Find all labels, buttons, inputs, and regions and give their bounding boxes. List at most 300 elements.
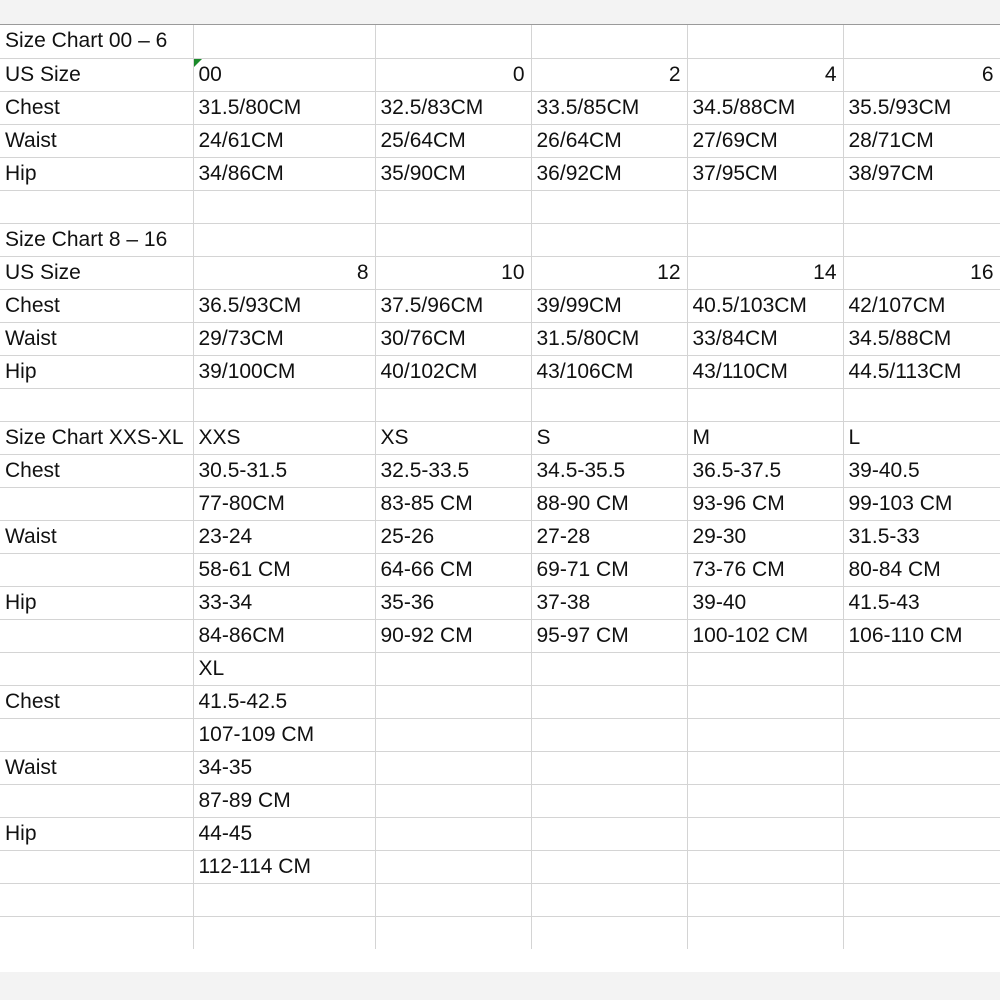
cell-text: 6 xyxy=(981,62,994,86)
cell-text: 36.5/93CM xyxy=(198,293,302,317)
cell-text: 88-90 CM xyxy=(536,491,629,515)
cell-text: 80-84 CM xyxy=(848,557,941,581)
cell-text: 25/64CM xyxy=(380,128,466,152)
grid-row xyxy=(0,25,1000,58)
cell-text: 29-30 xyxy=(692,524,747,548)
row-label-cell[interactable] xyxy=(0,223,193,256)
grid-row xyxy=(0,91,1000,124)
row-label-cell[interactable] xyxy=(0,454,193,487)
grid-cell[interactable] xyxy=(375,718,531,751)
cell-text: 38/97CM xyxy=(848,161,934,185)
grid-cell[interactable] xyxy=(531,289,687,322)
cell-text: 34/86CM xyxy=(198,161,284,185)
cell-text: XL xyxy=(198,656,225,680)
cell-text: 27/69CM xyxy=(692,128,778,152)
row-label-cell[interactable] xyxy=(0,586,193,619)
row-label-cell[interactable] xyxy=(0,421,193,454)
grid-cell[interactable] xyxy=(687,520,843,553)
cell-text: 77-80CM xyxy=(198,491,285,515)
cell-text: 84-86CM xyxy=(198,623,285,647)
grid-cell[interactable] xyxy=(687,784,843,817)
grid-cell[interactable] xyxy=(687,883,843,916)
grid-cell[interactable] xyxy=(843,685,1000,718)
grid-cell[interactable] xyxy=(843,784,1000,817)
cell-text: Size Chart 00 – 6 xyxy=(5,29,168,53)
grid-cell[interactable] xyxy=(375,685,531,718)
cell-text: 40/102CM xyxy=(380,359,478,383)
grid-row xyxy=(0,718,1000,751)
cell-text: 44-45 xyxy=(198,821,253,845)
grid-cell[interactable] xyxy=(531,883,687,916)
grid-row xyxy=(0,256,1000,289)
grid-cell[interactable] xyxy=(531,784,687,817)
cell-text: 69-71 CM xyxy=(536,557,629,581)
grid-row xyxy=(0,883,1000,916)
cell-text: Hip xyxy=(5,161,37,185)
grid-row xyxy=(0,553,1000,586)
grid-cell[interactable] xyxy=(193,718,375,751)
cell-text: Hip xyxy=(5,590,37,614)
grid-cell[interactable] xyxy=(375,487,531,520)
grid-cell[interactable] xyxy=(531,619,687,652)
grid-cell[interactable] xyxy=(531,520,687,553)
cell-text: 24/61CM xyxy=(198,128,284,152)
row-label-cell[interactable] xyxy=(0,256,193,289)
grid-cell[interactable] xyxy=(843,520,1000,553)
cell-text: 43/110CM xyxy=(692,359,788,383)
grid-cell[interactable] xyxy=(531,421,687,454)
grid-cell[interactable] xyxy=(531,25,687,58)
grid-cell[interactable] xyxy=(375,652,531,685)
cell-text: 112-114 CM xyxy=(198,854,311,878)
grid-cell[interactable] xyxy=(375,850,531,883)
cell-text: L xyxy=(848,425,861,449)
grid-cell[interactable] xyxy=(193,850,375,883)
grid-cell[interactable] xyxy=(687,388,843,421)
grid-row xyxy=(0,817,1000,850)
grid-row xyxy=(0,751,1000,784)
grid-cell[interactable] xyxy=(843,388,1000,421)
cell-text: 2 xyxy=(668,62,681,86)
row-label-cell[interactable] xyxy=(0,91,193,124)
cell-comment-marker-icon xyxy=(194,59,202,67)
grid-cell[interactable] xyxy=(375,256,531,289)
grid-cell[interactable] xyxy=(193,124,375,157)
grid-row xyxy=(0,124,1000,157)
cell-text: 44.5/113CM xyxy=(848,359,962,383)
cell-text: 107-109 CM xyxy=(198,722,315,746)
grid-cell[interactable] xyxy=(687,454,843,487)
grid-cell[interactable] xyxy=(843,586,1000,619)
row-label-cell[interactable] xyxy=(0,553,193,586)
cell-text: 36.5-37.5 xyxy=(692,458,782,482)
cell-text: Chest xyxy=(5,689,60,713)
cell-text: 30.5-31.5 xyxy=(198,458,288,482)
cell-text: 93-96 CM xyxy=(692,491,785,515)
grid-cell[interactable] xyxy=(375,916,531,949)
grid-cell[interactable] xyxy=(687,355,843,388)
grid-cell[interactable] xyxy=(843,916,1000,949)
cell-text: 90-92 CM xyxy=(380,623,473,647)
grid-cell[interactable] xyxy=(531,850,687,883)
row-label-cell[interactable] xyxy=(0,817,193,850)
cell-text: 35-36 xyxy=(380,590,435,614)
grid-row xyxy=(0,652,1000,685)
grid-cell[interactable] xyxy=(375,751,531,784)
size-chart-grid xyxy=(0,25,1000,949)
cell-text: M xyxy=(692,425,710,449)
cell-text: 29/73CM xyxy=(198,326,284,350)
cell-text: 35.5/93CM xyxy=(848,95,952,119)
grid-row xyxy=(0,289,1000,322)
grid-row xyxy=(0,190,1000,223)
grid-cell[interactable] xyxy=(375,322,531,355)
grid-row xyxy=(0,520,1000,553)
cell-text: 83-85 CM xyxy=(380,491,473,515)
grid-cell[interactable] xyxy=(843,289,1000,322)
cell-text: Hip xyxy=(5,359,37,383)
grid-cell[interactable] xyxy=(687,619,843,652)
grid-row xyxy=(0,685,1000,718)
cell-text: 37/95CM xyxy=(692,161,778,185)
cell-text: US Size xyxy=(5,62,81,86)
grid-cell[interactable] xyxy=(687,916,843,949)
cell-text: 106-110 CM xyxy=(848,623,963,647)
cell-text: 39/100CM xyxy=(198,359,296,383)
cell-text: 37-38 xyxy=(536,590,591,614)
grid-cell[interactable] xyxy=(531,190,687,223)
cell-text: Waist xyxy=(5,326,57,350)
grid-cell[interactable] xyxy=(375,91,531,124)
cell-text: 23-24 xyxy=(198,524,253,548)
cell-text: S xyxy=(536,425,551,449)
cell-text: 33/84CM xyxy=(692,326,778,350)
row-label-cell[interactable] xyxy=(0,487,193,520)
grid-cell[interactable] xyxy=(687,718,843,751)
grid-cell[interactable] xyxy=(687,58,843,91)
row-label-cell[interactable] xyxy=(0,685,193,718)
cell-text: 8 xyxy=(356,260,369,284)
grid-cell[interactable] xyxy=(193,685,375,718)
grid-row xyxy=(0,421,1000,454)
cell-text: 35/90CM xyxy=(380,161,466,185)
grid-cell[interactable] xyxy=(687,586,843,619)
grid-row xyxy=(0,355,1000,388)
grid-row xyxy=(0,850,1000,883)
cell-text: 33-34 xyxy=(198,590,253,614)
grid-cell[interactable] xyxy=(843,157,1000,190)
grid-cell[interactable] xyxy=(687,124,843,157)
grid-cell[interactable] xyxy=(687,421,843,454)
grid-cell[interactable] xyxy=(375,883,531,916)
cell-text: 31.5-33 xyxy=(848,524,920,548)
row-label-cell[interactable] xyxy=(0,388,193,421)
row-label-cell[interactable] xyxy=(0,850,193,883)
cell-text: 100-102 CM xyxy=(692,623,809,647)
grid-cell[interactable] xyxy=(375,817,531,850)
cell-text: 64-66 CM xyxy=(380,557,473,581)
grid-row xyxy=(0,388,1000,421)
cell-text: Chest xyxy=(5,95,60,119)
grid-cell[interactable] xyxy=(843,355,1000,388)
row-label-cell[interactable] xyxy=(0,916,193,949)
grid-cell[interactable] xyxy=(687,685,843,718)
cell-text: 39/99CM xyxy=(536,293,622,317)
cell-text: 87-89 CM xyxy=(198,788,291,812)
grid-cell[interactable] xyxy=(193,190,375,223)
cell-text: Size Chart XXS-XL xyxy=(5,425,184,449)
grid-cell[interactable] xyxy=(687,256,843,289)
grid-cell[interactable] xyxy=(531,157,687,190)
row-label-cell[interactable] xyxy=(0,520,193,553)
cell-text: Chest xyxy=(5,458,60,482)
grid-row xyxy=(0,619,1000,652)
grid-cell[interactable] xyxy=(843,487,1000,520)
grid-row xyxy=(0,586,1000,619)
grid-cell[interactable] xyxy=(531,388,687,421)
cell-text: 58-61 CM xyxy=(198,557,291,581)
grid-cell[interactable] xyxy=(531,685,687,718)
grid-cell[interactable] xyxy=(193,487,375,520)
grid-cell[interactable] xyxy=(375,355,531,388)
grid-cell[interactable] xyxy=(193,784,375,817)
cell-text: 41.5-42.5 xyxy=(198,689,288,713)
row-label-cell[interactable] xyxy=(0,322,193,355)
grid-cell[interactable] xyxy=(531,751,687,784)
cell-text: 31.5/80CM xyxy=(198,95,302,119)
grid-row xyxy=(0,223,1000,256)
cell-text: 00 xyxy=(198,62,222,86)
grid-cell[interactable] xyxy=(687,223,843,256)
grid-cell[interactable] xyxy=(375,784,531,817)
row-label-cell[interactable] xyxy=(0,883,193,916)
grid-cell[interactable] xyxy=(687,91,843,124)
row-label-cell[interactable] xyxy=(0,58,193,91)
grid-cell[interactable] xyxy=(193,916,375,949)
grid-cell[interactable] xyxy=(375,619,531,652)
cell-text: 39-40.5 xyxy=(848,458,920,482)
grid-cell[interactable] xyxy=(193,454,375,487)
grid-cell[interactable] xyxy=(687,817,843,850)
cell-text: 99-103 CM xyxy=(848,491,953,515)
cell-text: 73-76 CM xyxy=(692,557,785,581)
grid-cell[interactable] xyxy=(687,289,843,322)
grid-cell[interactable] xyxy=(193,586,375,619)
cell-text: 33.5/85CM xyxy=(536,95,640,119)
row-label-cell[interactable] xyxy=(0,157,193,190)
cell-text: 95-97 CM xyxy=(536,623,629,647)
row-label-cell[interactable] xyxy=(0,25,193,58)
grid-cell[interactable] xyxy=(531,553,687,586)
grid-cell[interactable] xyxy=(531,124,687,157)
grid-cell[interactable] xyxy=(193,58,375,91)
cell-text: 12 xyxy=(657,260,681,284)
grid-cell[interactable] xyxy=(193,256,375,289)
grid-cell[interactable] xyxy=(375,190,531,223)
cell-text: Hip xyxy=(5,821,37,845)
grid-cell[interactable] xyxy=(375,421,531,454)
grid-cell[interactable] xyxy=(843,322,1000,355)
grid-cell[interactable] xyxy=(843,124,1000,157)
cell-text: 34.5-35.5 xyxy=(536,458,626,482)
grid-cell[interactable] xyxy=(193,520,375,553)
grid-cell[interactable] xyxy=(375,223,531,256)
cell-text: XS xyxy=(380,425,409,449)
grid-cell[interactable] xyxy=(531,652,687,685)
grid-cell[interactable] xyxy=(193,223,375,256)
grid-cell[interactable] xyxy=(687,25,843,58)
cell-text: 10 xyxy=(501,260,525,284)
grid-cell[interactable] xyxy=(687,322,843,355)
grid-cell[interactable] xyxy=(193,157,375,190)
grid-cell[interactable] xyxy=(687,487,843,520)
cell-text: 40.5/103CM xyxy=(692,293,807,317)
grid-row xyxy=(0,784,1000,817)
cell-text: 34.5/88CM xyxy=(692,95,796,119)
cell-text: 30/76CM xyxy=(380,326,466,350)
grid-cell[interactable] xyxy=(843,421,1000,454)
grid-cell[interactable] xyxy=(531,91,687,124)
grid-cell[interactable] xyxy=(531,58,687,91)
grid-cell[interactable] xyxy=(193,619,375,652)
grid-cell[interactable] xyxy=(375,553,531,586)
cell-text: 39-40 xyxy=(692,590,747,614)
cell-text: Waist xyxy=(5,128,57,152)
cell-text: 32.5/83CM xyxy=(380,95,484,119)
grid-cell[interactable] xyxy=(375,388,531,421)
grid-cell[interactable] xyxy=(843,619,1000,652)
grid-cell[interactable] xyxy=(843,553,1000,586)
grid-cell[interactable] xyxy=(531,586,687,619)
grid-cell[interactable] xyxy=(193,25,375,58)
bottom-margin xyxy=(0,972,1000,1000)
grid-cell[interactable] xyxy=(687,157,843,190)
grid-cell[interactable] xyxy=(687,553,843,586)
grid-cell[interactable] xyxy=(843,58,1000,91)
grid-cell[interactable] xyxy=(843,223,1000,256)
row-label-cell[interactable] xyxy=(0,124,193,157)
grid-cell[interactable] xyxy=(193,751,375,784)
grid-cell[interactable] xyxy=(531,223,687,256)
spreadsheet-sheet xyxy=(0,24,1000,973)
grid-cell[interactable] xyxy=(843,850,1000,883)
grid-row xyxy=(0,454,1000,487)
grid-cell[interactable] xyxy=(531,916,687,949)
grid-cell[interactable] xyxy=(193,652,375,685)
grid-cell[interactable] xyxy=(375,25,531,58)
grid-cell[interactable] xyxy=(375,520,531,553)
cell-text: 36/92CM xyxy=(536,161,622,185)
grid-row xyxy=(0,487,1000,520)
grid-cell[interactable] xyxy=(375,58,531,91)
grid-cell[interactable] xyxy=(843,751,1000,784)
grid-cell[interactable] xyxy=(531,256,687,289)
grid-cell[interactable] xyxy=(843,190,1000,223)
cell-text: 31.5/80CM xyxy=(536,326,640,350)
grid-body xyxy=(0,25,1000,949)
grid-cell[interactable] xyxy=(687,190,843,223)
cell-text: Size Chart 8 – 16 xyxy=(5,227,168,251)
cell-text: 16 xyxy=(970,260,994,284)
grid-cell[interactable] xyxy=(843,883,1000,916)
grid-cell[interactable] xyxy=(843,718,1000,751)
row-label-cell[interactable] xyxy=(0,355,193,388)
grid-cell[interactable] xyxy=(375,289,531,322)
grid-cell[interactable] xyxy=(375,124,531,157)
grid-cell[interactable] xyxy=(843,256,1000,289)
grid-cell[interactable] xyxy=(193,91,375,124)
grid-cell[interactable] xyxy=(193,322,375,355)
row-label-cell[interactable] xyxy=(0,619,193,652)
cell-text: 34.5/88CM xyxy=(848,326,952,350)
cell-text: 25-26 xyxy=(380,524,435,548)
row-label-cell[interactable] xyxy=(0,652,193,685)
grid-cell[interactable] xyxy=(843,454,1000,487)
grid-cell[interactable] xyxy=(193,289,375,322)
grid-cell[interactable] xyxy=(193,883,375,916)
cell-text: Chest xyxy=(5,293,60,317)
grid-cell[interactable] xyxy=(531,355,687,388)
row-label-cell[interactable] xyxy=(0,751,193,784)
cell-text: 42/107CM xyxy=(848,293,946,317)
cell-text: 26/64CM xyxy=(536,128,622,152)
cell-text: Waist xyxy=(5,524,57,548)
row-label-cell[interactable] xyxy=(0,289,193,322)
grid-row xyxy=(0,322,1000,355)
grid-cell[interactable] xyxy=(193,355,375,388)
grid-cell[interactable] xyxy=(843,25,1000,58)
cell-text: US Size xyxy=(5,260,81,284)
grid-cell[interactable] xyxy=(375,454,531,487)
grid-cell[interactable] xyxy=(843,817,1000,850)
row-label-cell[interactable] xyxy=(0,784,193,817)
cell-text: 0 xyxy=(512,62,525,86)
grid-cell[interactable] xyxy=(193,553,375,586)
grid-cell[interactable] xyxy=(531,817,687,850)
grid-cell[interactable] xyxy=(375,586,531,619)
grid-row xyxy=(0,916,1000,949)
cell-text: 43/106CM xyxy=(536,359,634,383)
cell-text: 28/71CM xyxy=(848,128,934,152)
cell-text: 27-28 xyxy=(536,524,591,548)
grid-row xyxy=(0,58,1000,91)
cell-text: Waist xyxy=(5,755,57,779)
grid-cell[interactable] xyxy=(531,718,687,751)
grid-cell[interactable] xyxy=(531,487,687,520)
cell-text: 37.5/96CM xyxy=(380,293,484,317)
cell-text: 34-35 xyxy=(198,755,253,779)
grid-cell[interactable] xyxy=(193,817,375,850)
grid-cell[interactable] xyxy=(531,454,687,487)
grid-cell[interactable] xyxy=(843,652,1000,685)
grid-cell[interactable] xyxy=(193,421,375,454)
cell-text: XXS xyxy=(198,425,241,449)
cell-text: 41.5-43 xyxy=(848,590,920,614)
grid-cell[interactable] xyxy=(193,388,375,421)
grid-cell[interactable] xyxy=(375,157,531,190)
grid-cell[interactable] xyxy=(687,751,843,784)
grid-cell[interactable] xyxy=(687,652,843,685)
grid-cell[interactable] xyxy=(531,322,687,355)
grid-cell[interactable] xyxy=(687,850,843,883)
cell-text: 14 xyxy=(813,260,837,284)
grid-cell[interactable] xyxy=(843,91,1000,124)
row-label-cell[interactable] xyxy=(0,718,193,751)
cell-text: 32.5-33.5 xyxy=(380,458,470,482)
cell-text: 4 xyxy=(824,62,837,86)
grid-row xyxy=(0,157,1000,190)
row-label-cell[interactable] xyxy=(0,190,193,223)
